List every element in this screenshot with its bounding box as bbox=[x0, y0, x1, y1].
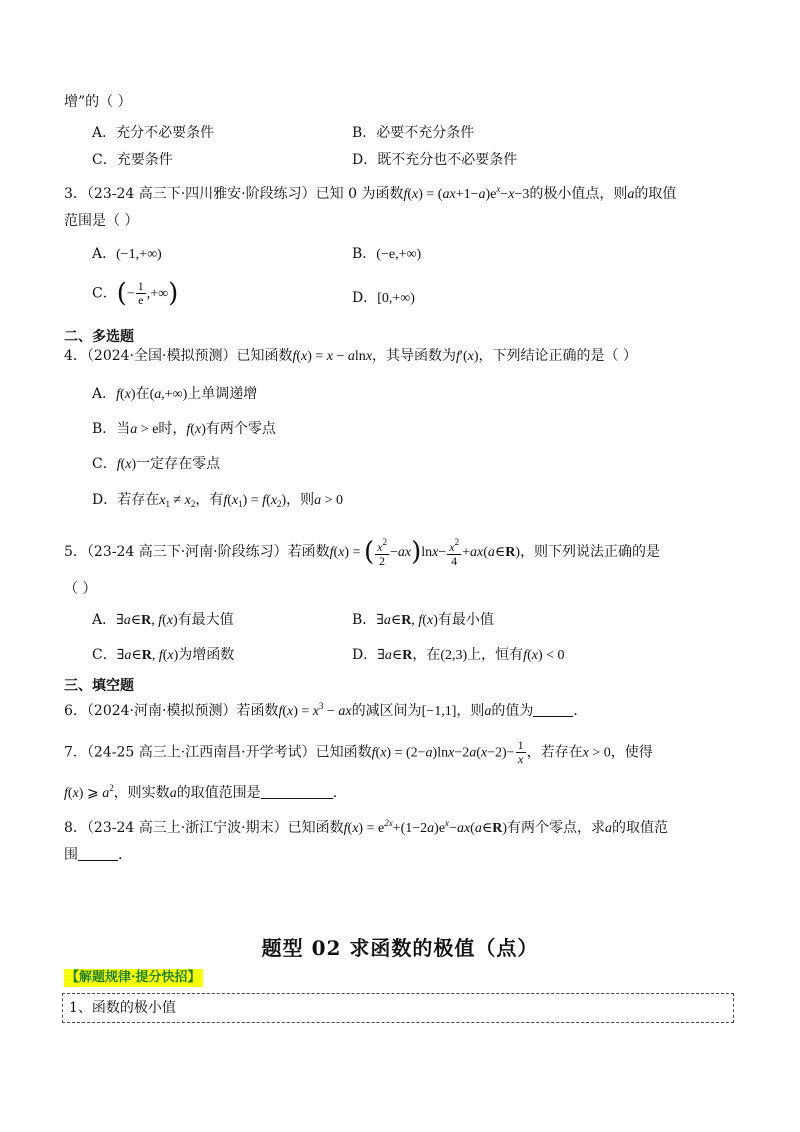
q5-d-mid: ，在 bbox=[412, 647, 441, 663]
q7-text-2: ，若存在 bbox=[526, 744, 583, 761]
q5-c-label: C． bbox=[92, 647, 117, 663]
q5-a-post: 有最大值 bbox=[177, 612, 234, 628]
q8-stem-line2 bbox=[64, 846, 122, 864]
q8-text-1: 已知函数 bbox=[287, 820, 344, 836]
q7-text-4: ，则实数 bbox=[113, 785, 170, 801]
q6-source: （2024·河南·模拟预测） bbox=[86, 703, 237, 719]
q8-stem: 8．（23-24 高三上·浙江宁波·期末）已知函数$f(x) = e^{2x}+(1-2a)e^x-ax(a\in R)$有两个零点，求a的取值范 bbox=[64, 818, 669, 836]
q5-c-post: 为增函数 bbox=[178, 647, 235, 663]
q4-option-d: D．若存在$x_1 \ne x_2$，有$f(x_1) = f(x_2)$，则a > 0 bbox=[92, 492, 344, 509]
q3-text-1: 已知 0 为函数 bbox=[315, 186, 404, 202]
q6-text-4: 的值为 bbox=[491, 703, 534, 719]
q3-option-d: D．[0,+∞) bbox=[352, 290, 415, 306]
q4-d-mid: ，有 bbox=[195, 492, 224, 508]
q2-stem-tail bbox=[64, 93, 132, 111]
section-heading: 题型 02 求函数的极值（点） bbox=[261, 936, 539, 960]
q7-stem-line2: f(x) ⩾ $a^2$，则实数a的取值范围是 . bbox=[64, 783, 338, 801]
q4-c-post: 一定存在零点 bbox=[136, 456, 221, 472]
section-multiple-choice: 二、多选题 bbox=[64, 329, 134, 345]
q8-text-2: 有两个零点，求 bbox=[507, 820, 606, 836]
q4-text-3: ，下列结论正确的是（ ） bbox=[478, 348, 637, 364]
q7-text-1: 已知函数 bbox=[315, 744, 372, 761]
q3-option-c-label: C． bbox=[92, 285, 117, 302]
q5-source: （23-24 高三下·河南·阶段练习） bbox=[86, 544, 288, 560]
q3-text-3: 的取值 bbox=[634, 186, 677, 202]
q4-option-c: C．f(x)一定存在零点 bbox=[92, 456, 221, 472]
q3-formula: f bbox=[403, 187, 408, 202]
q4-c-label: C． bbox=[92, 456, 117, 472]
q6-text-3: ，则 bbox=[456, 703, 485, 719]
q5-option-a: A．∃a∈R, f(x)有最大值 bbox=[92, 612, 234, 628]
q3-option-b-label: B． bbox=[352, 246, 377, 262]
q5-text-2: ，则下列说法正确的是 bbox=[520, 544, 661, 560]
q4-text-1: 已知函数 bbox=[236, 348, 293, 364]
q2-option-c: C．充要条件 bbox=[92, 152, 173, 168]
q5-text-1: 若函数 bbox=[287, 544, 330, 560]
section-fill-in: 三、填空题 bbox=[64, 678, 134, 694]
q4-a-post: 上单调递增 bbox=[187, 386, 258, 402]
q3-text-2: 的极小值点，则 bbox=[529, 186, 628, 202]
q3-option-a: A．(−1,+∞) bbox=[92, 246, 162, 262]
q3-option-d-label: D． bbox=[352, 290, 378, 306]
q3-source: （23-24 高三下·四川雅安·阶段练习） bbox=[86, 186, 316, 202]
q5-d-label: D． bbox=[352, 647, 378, 663]
q6-answer-blank[interactable] bbox=[533, 702, 573, 717]
q5-option-c: C．∃a∈R, f(x)为增函数 bbox=[92, 647, 235, 663]
q6-text-2: 的减区间为 bbox=[351, 703, 422, 719]
q5-option-b: B．∃a∈R, f(x)有最小值 bbox=[352, 612, 494, 628]
q4-text-2: ，其导函数为 bbox=[372, 348, 457, 364]
q2-option-a: A．充分不必要条件 bbox=[92, 125, 215, 141]
q3-stem: 3．（23-24 高三下·四川雅安·阶段练习）已知 0 为函数$f(x) = (ax+1-a)e^x-x-3$的极小值点，则a的取值 bbox=[64, 184, 677, 202]
q5-stem-line2: （ ） bbox=[64, 581, 97, 597]
tips-box bbox=[62, 993, 734, 1023]
q4-d-mid2: ，则 bbox=[286, 492, 315, 508]
q8-source: （23-24 高三上·浙江宁波·期末） bbox=[86, 820, 288, 836]
q7-number: 7． bbox=[64, 744, 87, 761]
q8-answer-blank[interactable] bbox=[78, 846, 118, 861]
q5-b-label: B． bbox=[352, 612, 377, 628]
q7-stem: 7．（24-25 高三上·江西南昌·开学考试）已知函数f(x) = (2−a)lnx−2a(x−2)− $\frac{1}{x}$ ，若存在x > 0，使得 bbox=[64, 738, 653, 766]
q8-number: 8． bbox=[64, 820, 87, 836]
tips-tag: 【解题规律·提分快招】 bbox=[66, 970, 201, 985]
q5-number: 5． bbox=[64, 544, 87, 560]
q4-a-label: A． bbox=[92, 386, 117, 402]
q4-b-mid: 时， bbox=[158, 421, 187, 437]
q4-stem: 4．（2024·全国·模拟预测）已知函数f(x) = x − alnx，其导函数为f′(x)，下列结论正确的是（ ） bbox=[64, 348, 637, 364]
q3-stem-line2: 范围是（ ） bbox=[64, 213, 139, 229]
q7-source: （24-25 高三上·江西南昌·开学考试） bbox=[86, 744, 316, 761]
q8-text-4: 围 bbox=[64, 847, 78, 863]
q5-d-mid2: 上，恒有 bbox=[467, 647, 524, 663]
q4-source: （2024·全国·模拟预测） bbox=[86, 348, 237, 364]
q3-option-b: B．(−e,+∞) bbox=[352, 246, 422, 262]
q5-a-label: A． bbox=[92, 612, 117, 628]
q3-option-c: C．(− $\frac{1}{e}$ ,+∞) bbox=[92, 278, 179, 309]
q8-text-3: 的取值范 bbox=[612, 820, 669, 836]
q4-number: 4． bbox=[64, 348, 87, 364]
q6-end: . bbox=[573, 703, 578, 719]
q5-b-post: 有最小值 bbox=[437, 612, 494, 628]
q7-end: . bbox=[332, 785, 338, 801]
q7-answer-blank[interactable] bbox=[261, 784, 333, 799]
q5-option-d: D．∃a∈R，在(2,3)上，恒有f(x) < 0 bbox=[352, 647, 565, 663]
q6-text-1: 若函数 bbox=[236, 703, 279, 719]
q4-b-post: 有两个零点 bbox=[205, 421, 276, 437]
q3-option-a-label: A． bbox=[92, 246, 117, 262]
q8-end: . bbox=[118, 847, 123, 863]
q4-option-a: A．f(x)在(a,+∞)上单调递增 bbox=[92, 386, 258, 402]
q2-option-d: D．既不充分也不必要条件 bbox=[352, 152, 518, 168]
q4-a-mid: 在 bbox=[135, 386, 150, 402]
q6-number: 6． bbox=[64, 703, 87, 719]
q4-d-label: D．若存在 bbox=[92, 492, 160, 508]
q4-option-b: B．当a > e时，f(x)有两个零点 bbox=[92, 421, 276, 437]
tips-box-text: 1、函数的极小值 bbox=[69, 1000, 176, 1016]
q6-stem: 6．（2024·河南·模拟预测）若函数$f(x) = x^3$ − ax的减区间为[−1,1]，则a的值为 . bbox=[64, 701, 578, 719]
q2-stem-text: 增”的（ ） bbox=[64, 94, 132, 110]
q5-stem: 5．（23-24 高三下·河南·阶段练习）若函数f(x) = ( $\frac{x^2}{2}$ −ax)lnx− $\frac{x^2}{4}$ +ax(a∈R)，则下列说法正确的是 bbox=[64, 537, 661, 568]
q7-text-5: 的取值范围是 bbox=[176, 785, 261, 801]
q3-number: 3． bbox=[64, 186, 87, 202]
q7-text-3: ，使得 bbox=[610, 744, 653, 761]
q4-b-label: B．当 bbox=[92, 421, 131, 437]
q2-option-b: B．必要不充分条件 bbox=[352, 125, 475, 141]
